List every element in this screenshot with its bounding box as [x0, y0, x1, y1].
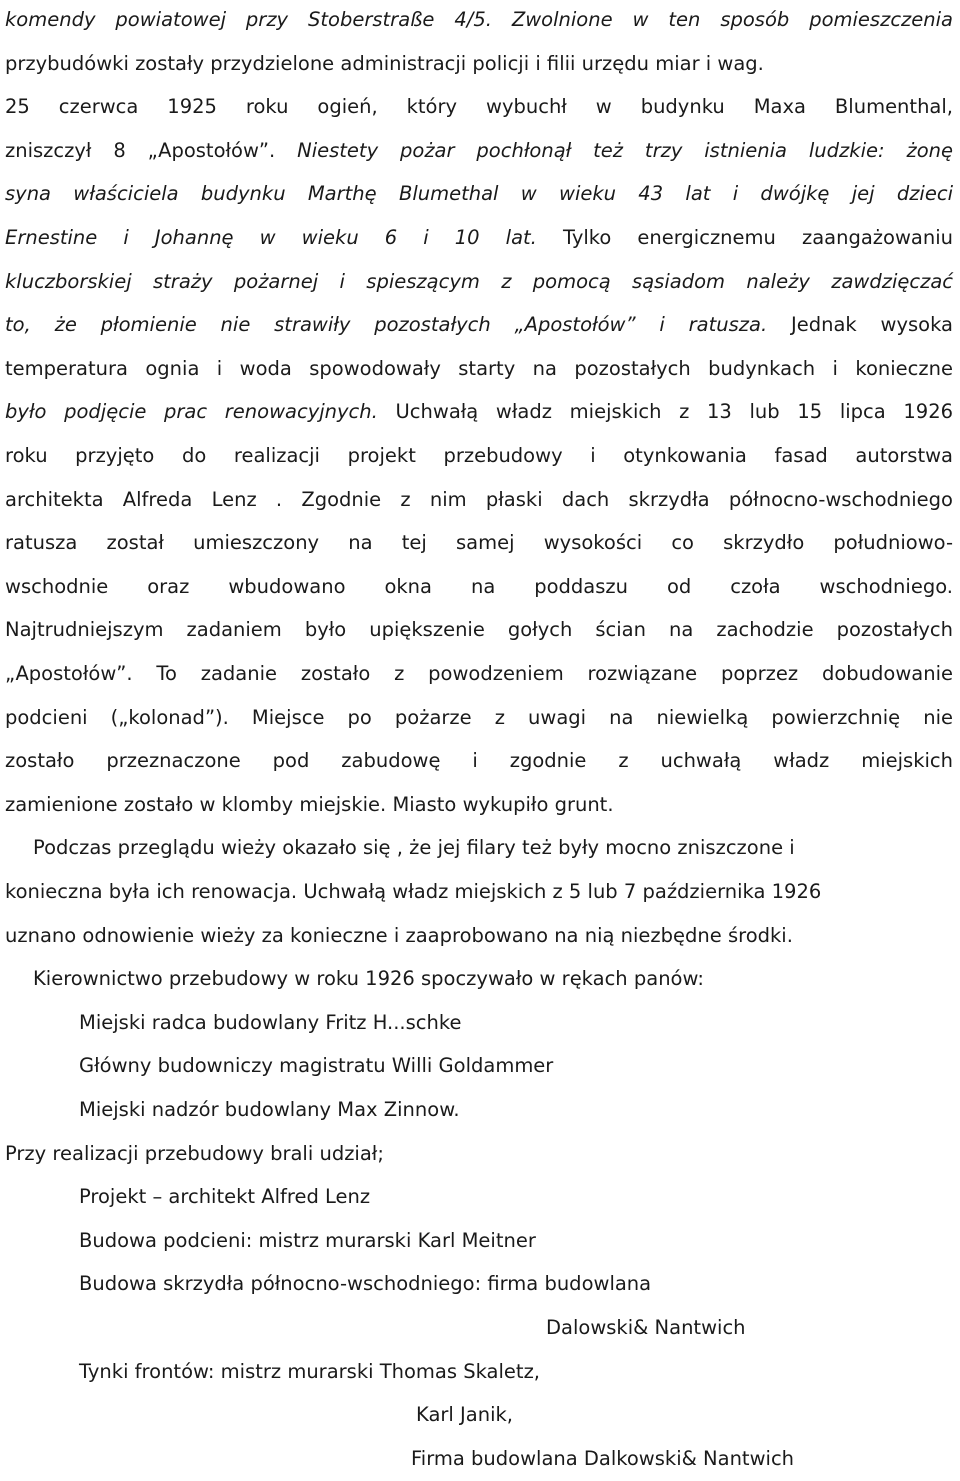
- text-run: Tynki frontów: mistrz murarski Thomas Skaletz,: [79, 1359, 541, 1383]
- text-run: Główny budowniczy magistratu Willi Goldammer: [79, 1054, 554, 1078]
- text-line: [5, 390, 953, 434]
- text-run: Przy realizacji przebudowy brali udział;: [5, 1141, 384, 1165]
- text-run: Miejski nadzór budowlany Max Zinnow.: [79, 1098, 460, 1121]
- text-line: [79, 1088, 953, 1132]
- text-line: [5, 129, 953, 173]
- text-line: [546, 1306, 953, 1350]
- text-run: Projekt – architekt Alfred Lenz: [79, 1185, 371, 1209]
- text-run: Firma budowlana Dalkowski& Nantwich: [411, 1446, 795, 1470]
- text-run: komendy powiatowej przy Stoberstraße 4/5. Zwolnione w ten sposób pomieszczenia: [5, 8, 953, 31]
- text-line: [5, 521, 953, 565]
- text-line: [79, 1044, 953, 1088]
- text-line: [5, 0, 953, 42]
- text-line: [411, 1437, 953, 1481]
- text-run: roku przyjęto do realizacji projekt przebudowy i otynkowania fasad autorstwa: [5, 444, 953, 467]
- text-run: 25 czerwca 1925 roku ogień, który wybuchł w budynku Maxa Blumenthal,: [5, 95, 953, 119]
- text-run: temperatura ognia i woda spowodowały starty na pozostałych budynkach i konieczne: [5, 356, 953, 380]
- text-line: [5, 696, 953, 740]
- text-run: Najtrudniejszym zadaniem było upiększenie gołych ścian na zachodzie pozostałych: [5, 618, 953, 642]
- text-run: ratusza został umieszczony na tej samej wysokości co skrzydło południowo-: [5, 531, 953, 555]
- text-line: [5, 783, 953, 827]
- text-line: [416, 1393, 953, 1437]
- text-line: [5, 347, 953, 391]
- text-line: [5, 914, 953, 958]
- text-run: przybudówki zostały przydzielone administracji policji i filii urzędu miar i wag.: [5, 51, 764, 75]
- text-run: Uchwałą władz miejskich z 13 lub 15 lipca 1926: [395, 400, 954, 424]
- text-line: [5, 216, 953, 260]
- text-run: to, że płomienie nie strawiły pozostałych „Apostołów” i ratusza.: [5, 313, 791, 337]
- text-line: [5, 478, 953, 522]
- text-run: kluczborskiej straży pożarnej i spieszącym z pomocą sąsiadom należy zawdzięczać: [5, 269, 953, 293]
- text-line: [79, 1350, 953, 1394]
- text-line: [79, 1175, 953, 1219]
- text-line: [5, 260, 953, 304]
- text-line: [79, 1219, 953, 1263]
- text-line: [5, 42, 953, 86]
- text-line: [5, 608, 953, 652]
- text-line: [5, 1132, 953, 1176]
- text-run: Ernestine i Johannę w wieku 6 i 10 lat.: [5, 226, 563, 249]
- text-line: [5, 870, 953, 914]
- text-run: Jednak wysoka: [790, 313, 953, 337]
- text-line: [5, 85, 953, 129]
- text-run: syna właściciela budynku Marthę Blumethal w wieku 43 lat i dwójkę jej dzieci: [5, 182, 953, 206]
- text-line: [5, 434, 953, 478]
- text-run: Niestety pożar pochłonął też trzy istnienia ludzkie: żonę: [297, 138, 953, 162]
- text-line: [5, 303, 953, 347]
- text-run: architekta Alfreda Lenz . Zgodnie z nim płaski dach skrzydła północno-wschodniego: [5, 487, 953, 511]
- text-run: wschodnie oraz wbudowano okna na poddaszu od czoła wschodniego.: [5, 574, 953, 598]
- text-run: uznano odnowienie wieży za konieczne i zaaprobowano na nią niezbędne środki.: [5, 923, 793, 947]
- text-run: Budowa podcieni: mistrz murarski Karl Meitner: [79, 1228, 536, 1252]
- text-run: podcieni („kolonad”). Miejsce po pożarze z uwagi na niewielką powierzchnię nie: [5, 705, 953, 729]
- text-run: Kierownictwo przebudowy w roku 1926 spoczywało w rękach panów:: [33, 967, 704, 991]
- text-line: [33, 957, 953, 1001]
- text-line: [5, 172, 953, 216]
- text-line: [79, 1001, 953, 1045]
- text-line: [79, 1262, 953, 1306]
- text-line: [5, 652, 953, 696]
- text-run: Tylko energicznemu zaangażowaniu: [562, 226, 953, 249]
- text-run: było podjęcie prac renowacyjnych.: [5, 400, 396, 424]
- text-run: Karl Janik,: [416, 1403, 513, 1427]
- text-run: zniszczył 8 „Apostołów”.: [5, 138, 298, 162]
- text-run: Podczas przeglądu wieży okazało się , że jej filary też były mocno zniszczone i: [33, 836, 795, 860]
- text-line: [5, 739, 953, 783]
- text-line: [5, 565, 953, 609]
- text-run: zamienione zostało w klomby miejskie. Miasto wykupiło grunt.: [5, 792, 614, 816]
- text-run: Budowa skrzydła północno-wschodniego: firma budowlana: [79, 1272, 652, 1296]
- text-run: zostało przeznaczone pod zabudowę i zgodnie z uchwałą władz miejskich: [5, 749, 953, 773]
- text-run: „Apostołów”. To zadanie zostało z powodzeniem rozwiązane poprzez dobudowanie: [5, 662, 953, 685]
- text-run: konieczna była ich renowacja. Uchwałą władz miejskich z 5 lub 7 października 1926: [5, 880, 822, 903]
- text-run: Miejski radca budowlany Fritz H...schke: [79, 1010, 462, 1034]
- text-line: [33, 826, 953, 870]
- text-run: Dalowski& Nantwich: [546, 1316, 746, 1339]
